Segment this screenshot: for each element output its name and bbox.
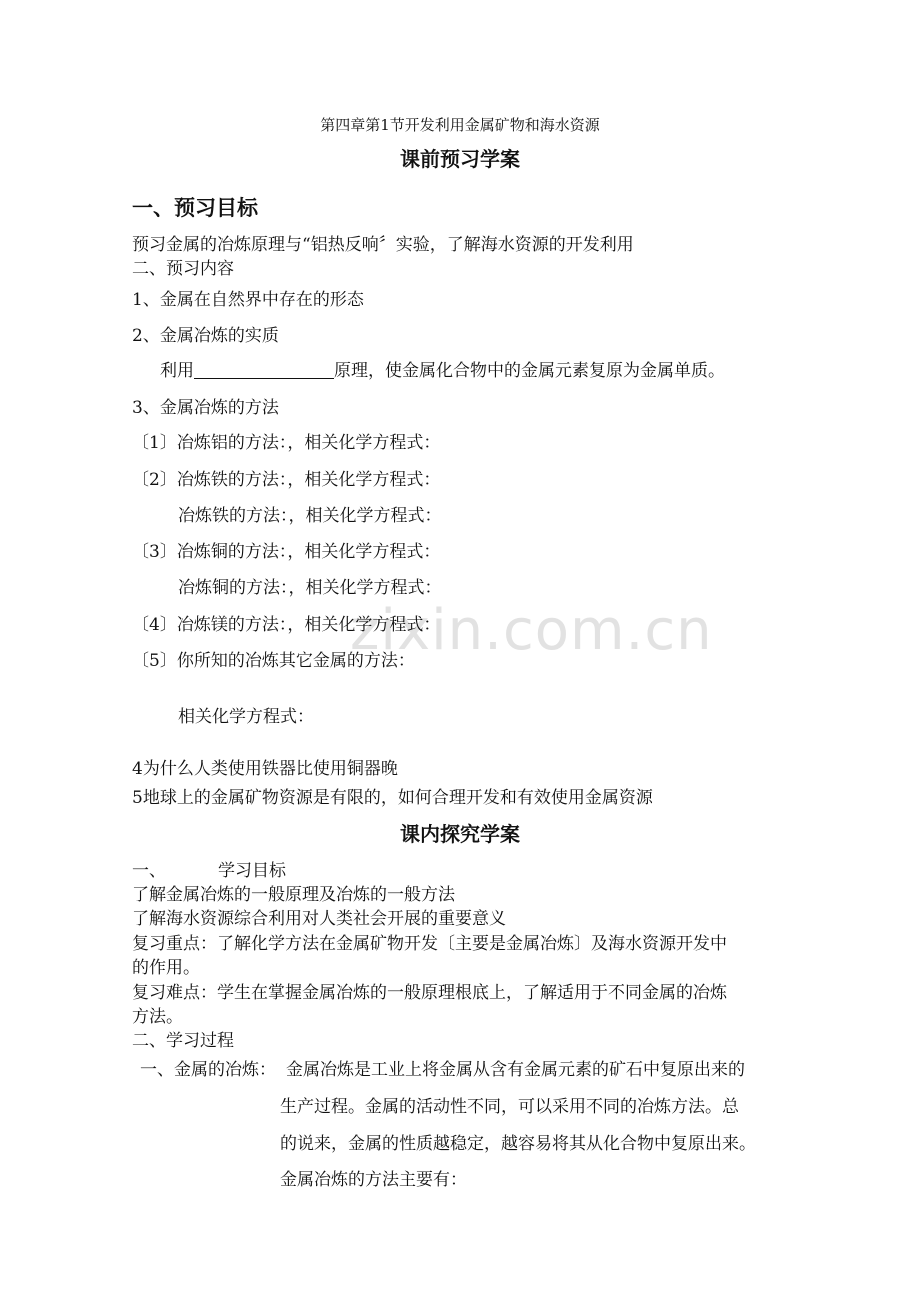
- method-magnesium: 〔4〕冶炼镁的方法：，相关化学方程式：: [132, 615, 441, 635]
- question-3: 3、金属冶炼的方法: [132, 398, 279, 418]
- method-other: 〔5〕你所知的冶炼其它金属的方法：: [132, 651, 415, 671]
- fill-suffix: 原理，使金属化合物中的金属元素复原为金属单质。: [334, 361, 725, 381]
- key-point-line-2: 的作用。: [132, 958, 200, 978]
- fill-prefix: 利用: [160, 361, 194, 381]
- method-copper-2: 冶炼铜的方法：，相关化学方程式：: [178, 578, 442, 598]
- watermark: zixin.com.cn: [350, 598, 713, 663]
- method-other-equation: 相关化学方程式：: [178, 707, 314, 727]
- fill-blank[interactable]: [194, 360, 334, 379]
- process-heading: 二、学习过程: [132, 1031, 234, 1051]
- question-4: 4为什么人类使用铁器比使用铜器晚: [132, 759, 398, 779]
- document-title: 第四章第1节开发利用金属矿物和海水资源: [320, 116, 600, 134]
- goal-1: 了解金属冶炼的一般原理及冶炼的一般方法: [132, 885, 455, 905]
- smelting-line-1: 金属冶炼是工业上将金属从含有金属元素的矿石中复原出来的: [286, 1060, 745, 1080]
- goal-2: 了解海水资源综合利用对人类社会开展的重要意义: [132, 909, 506, 929]
- section-2-heading: 二、预习内容: [132, 259, 234, 279]
- difficulty-line-1: 复习难点：学生在掌握金属冶炼的一般原理根底上，了解适用于不同金属的冶炼: [132, 983, 727, 1003]
- smelting-line-4: 金属冶炼的方法主要有：: [280, 1170, 467, 1190]
- goals-heading: [132, 860, 286, 882]
- smelting-line-2: 生产过程。金属的活动性不同，可以采用不同的冶炼方法。总: [280, 1097, 739, 1117]
- pre-study-heading: 课前预习学案: [400, 147, 520, 171]
- question-5: 5地球上的金属矿物资源是有限的，如何合理开发和有效使用金属资源: [132, 788, 653, 808]
- method-iron-2: 冶炼铁的方法：，相关化学方程式：: [178, 506, 442, 526]
- method-copper-1: 〔3〕冶炼铜的方法：，相关化学方程式：: [132, 542, 441, 562]
- question-1: 1、金属在自然界中存在的形态: [132, 290, 364, 310]
- smelting-line-3: 的说来，金属的性质越稳定，越容易将其从化合物中复原出来。: [280, 1134, 756, 1154]
- smelting-label: 一、金属的冶炼：: [140, 1060, 276, 1080]
- method-iron-1: 〔2〕冶炼铁的方法：，相关化学方程式：: [132, 470, 441, 490]
- section-1-text: 预习金属的冶炼原理与“铝热反响〞实验，了解海水资源的开发利用: [132, 235, 634, 255]
- section-1-heading: 一、预习目标: [132, 196, 258, 220]
- key-point-line-1: 复习重点：了解化学方法在金属矿物开发〔主要是金属冶炼〕及海水资源开发中: [132, 934, 727, 954]
- question-2: 2、金属冶炼的实质: [132, 326, 279, 346]
- goals-title: 学习目标: [218, 861, 286, 881]
- difficulty-line-2: 方法。: [132, 1007, 183, 1027]
- question-2-fill: [160, 360, 725, 382]
- goals-number: 一、: [132, 861, 166, 881]
- in-class-heading: 课内探究学案: [400, 822, 520, 846]
- method-aluminum: 〔1〕冶炼铝的方法：，相关化学方程式：: [132, 433, 441, 453]
